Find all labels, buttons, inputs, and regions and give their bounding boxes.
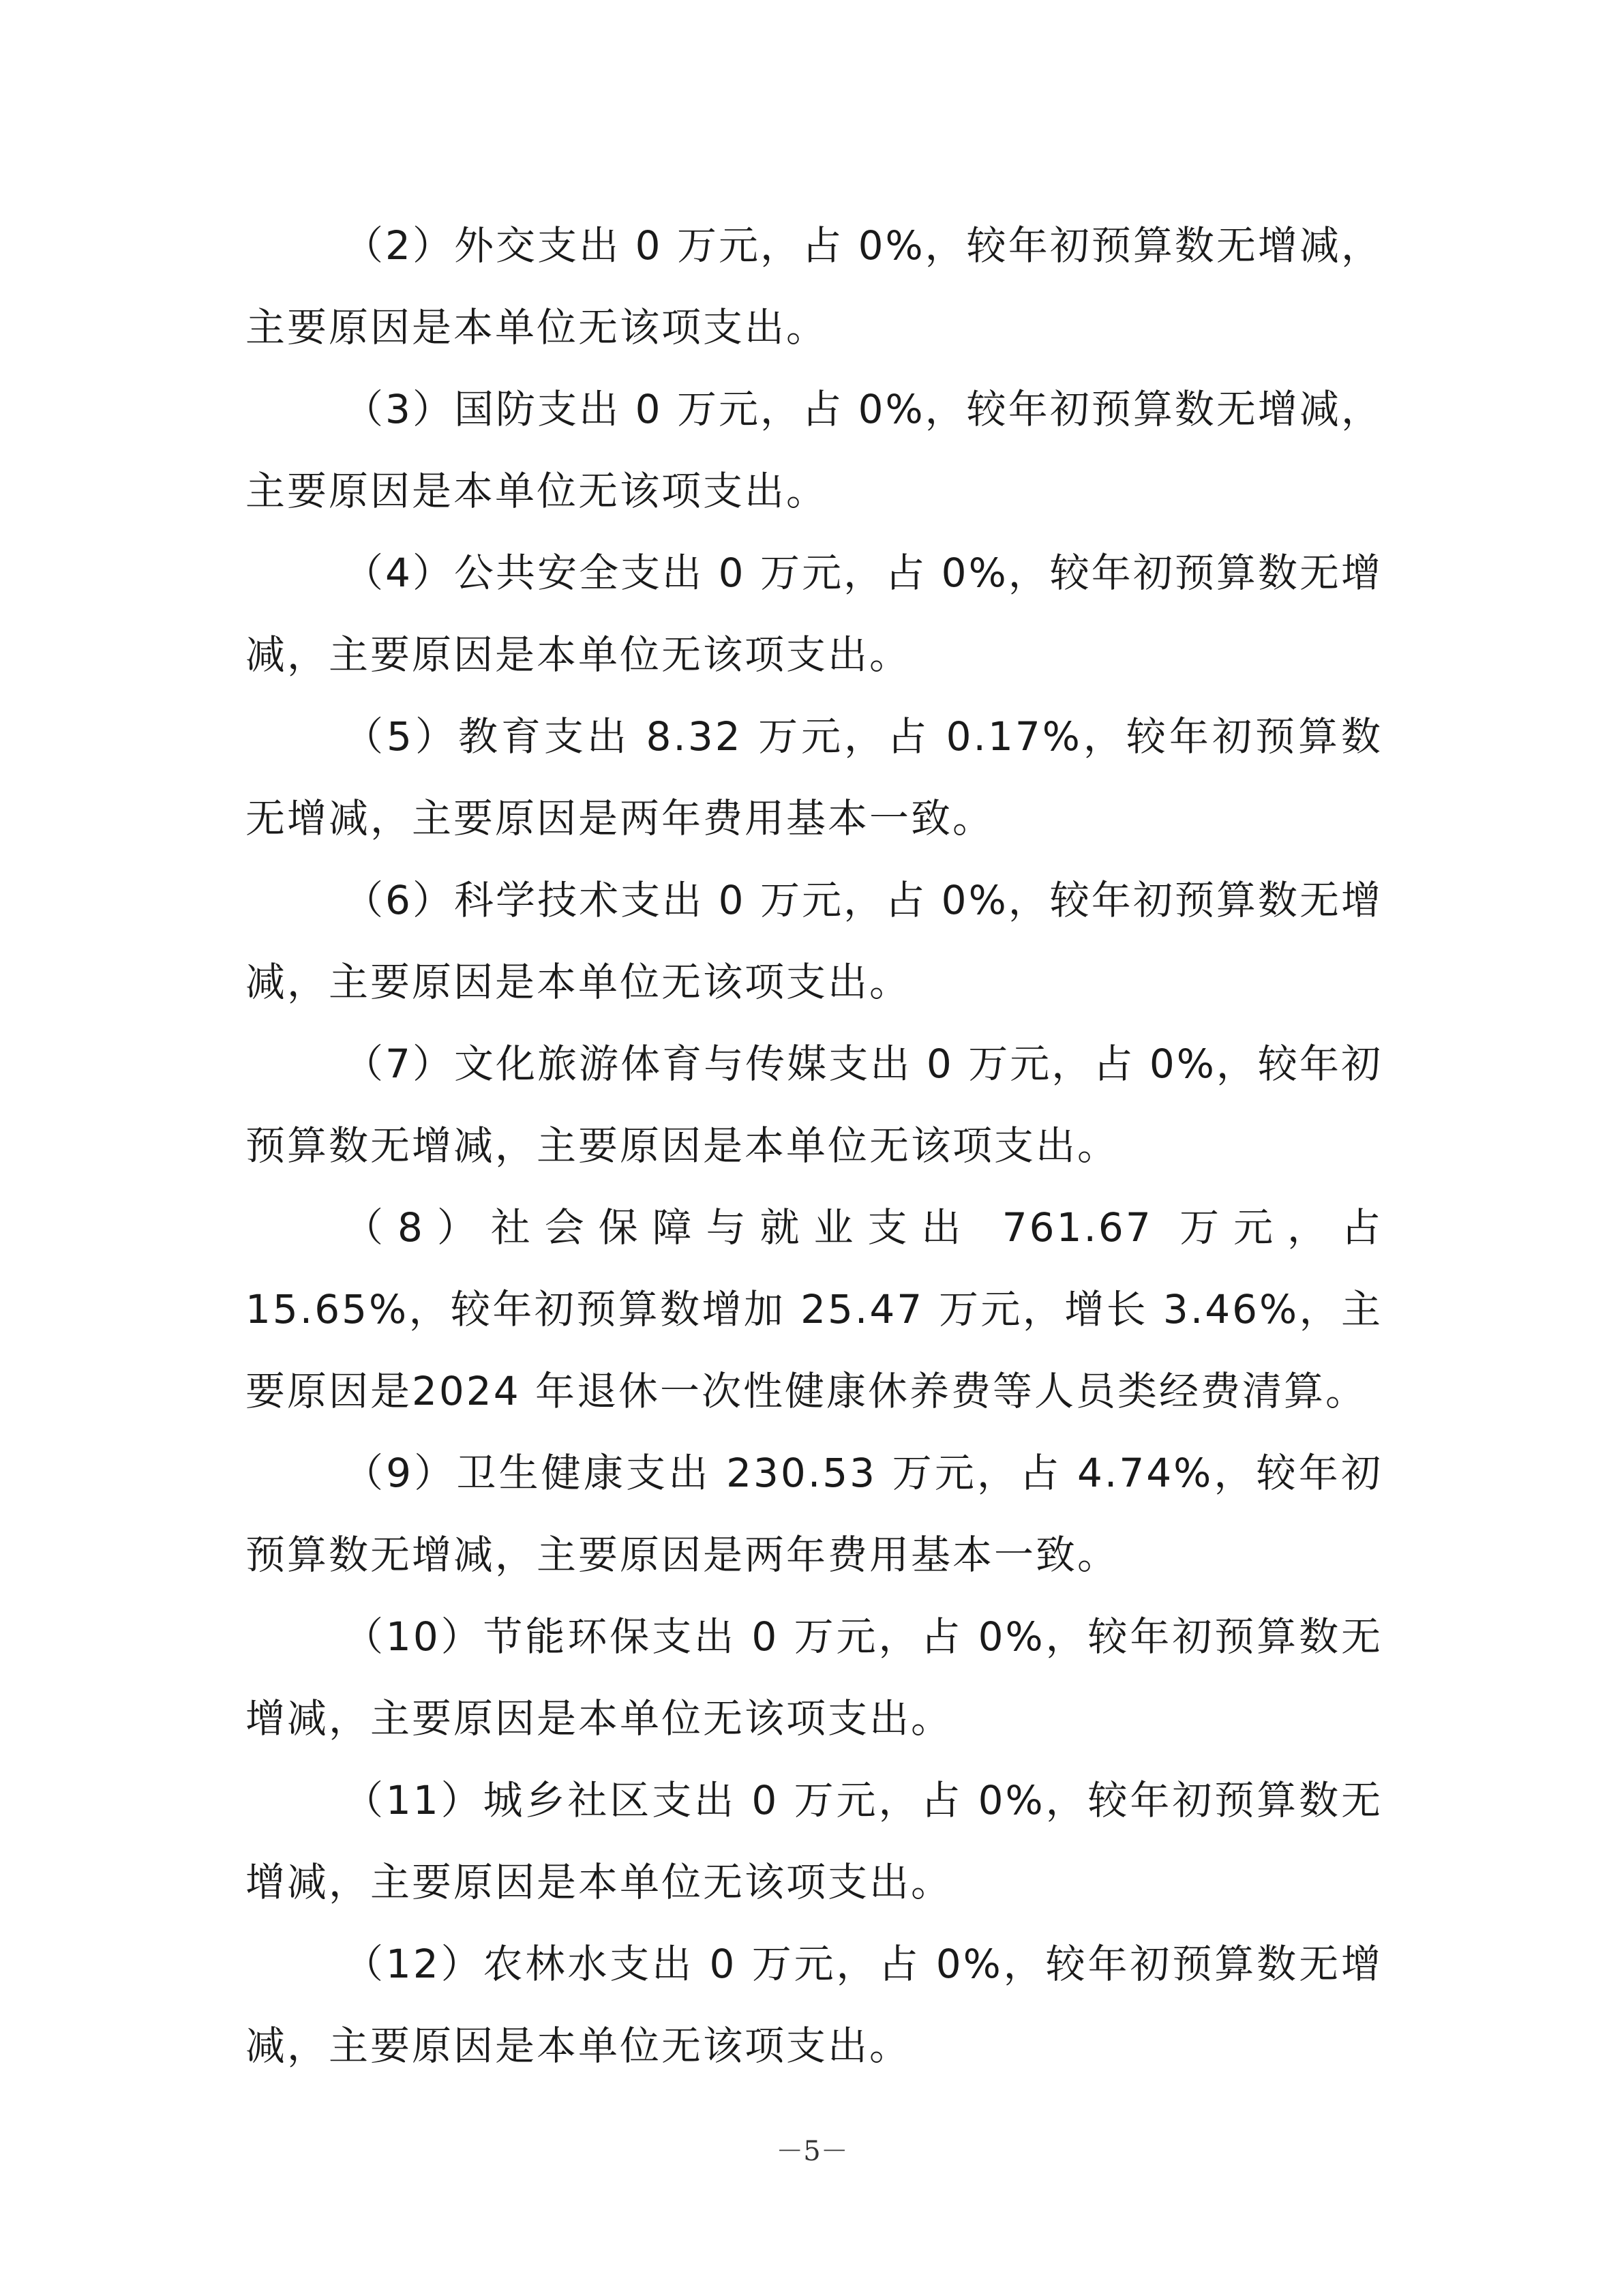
paragraph-urban-rural-community: （11）城乡社区支出 0 万元，占 0%，较年初预算数无增减，主要原因是本单位无该项支出。: [245, 1777, 1383, 1905]
page-number: －5－: [776, 2136, 848, 2167]
paragraph-science-technology: （6）科学技术支出 0 万元，占 0%，较年初预算数无增减，主要原因是本单位无该项支出。: [245, 877, 1383, 1005]
paragraph-agriculture-forestry-water: （12）农林水支出 0 万元，占 0%，较年初预算数无增减，主要原因是本单位无该项支出。: [245, 1941, 1383, 2069]
paragraph-public-security: （4）公共安全支出 0 万元，占 0%，较年初预算数无增减，主要原因是本单位无该项支出。: [245, 550, 1383, 678]
paragraph-health: （9）卫生健康支出 230.53 万元，占 4.74%，较年初预算数无增减，主要原因是两年费用基本一致。: [245, 1450, 1383, 1578]
paragraph-culture-tourism-sports-media: （7）文化旅游体育与传媒支出 0 万元，占 0%，较年初预算数无增减，主要原因是本单位无该项支出。: [245, 1041, 1383, 1169]
paragraph-national-defense: （3）国防支出 0 万元，占 0%，较年初预算数无增减，主要原因是本单位无该项支出。: [245, 386, 1383, 514]
paragraph-social-security-employment: （8）社会保障与就业支出 761.67 万元，占 15.65%，较年初预算数增加 25.47 万元，增长 3.46%，主要原因是2024 年退休一次性健康休养费等人员类经费清算。: [245, 1204, 1383, 1414]
paragraph-foreign-affairs: （2）外交支出 0 万元，占 0%，较年初预算数无增减，主要原因是本单位无该项支出。: [245, 222, 1383, 351]
paragraph-education: （5）教育支出 8.32 万元，占 0.17%，较年初预算数无增减，主要原因是两年费用基本一致。: [245, 713, 1383, 841]
body-text: [245, 205, 1383, 2087]
paragraph-energy-environment: （10）节能环保支出 0 万元，占 0%，较年初预算数无增减，主要原因是本单位无该项支出。: [245, 1613, 1383, 1742]
